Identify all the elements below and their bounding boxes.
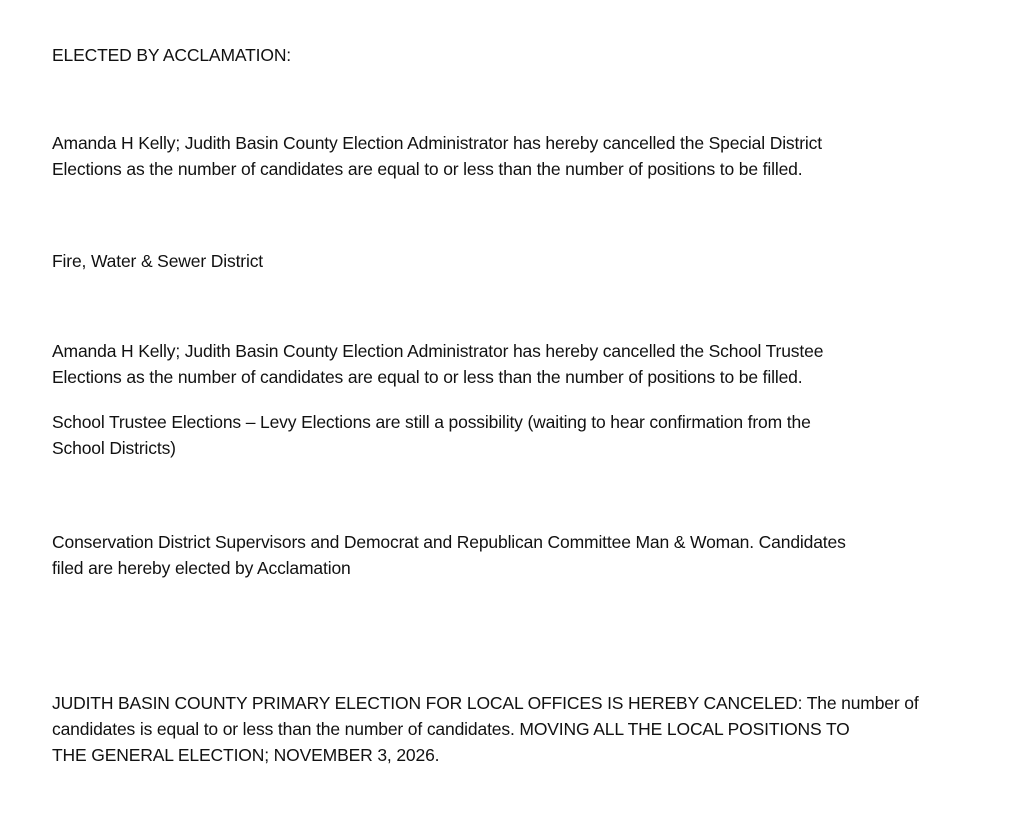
conservation-district-paragraph	[52, 529, 992, 581]
primary-election-canceled-paragraph	[52, 690, 992, 768]
paragraph-line: Amanda H Kelly; Judith Basin County Election Administrator has hereby cancelled the School Trustee	[52, 341, 824, 361]
paragraph-line: Elections as the number of candidates are equal to or less than the number of positions to be filled.	[52, 367, 803, 387]
district-list-paragraph	[52, 248, 992, 274]
paragraph-line: Elections as the number of candidates are equal to or less than the number of positions to be filled.	[52, 159, 803, 179]
paragraph-line: School Trustee Elections – Levy Elections are still a possibility (waiting to hear confirmation from the	[52, 412, 811, 432]
paragraph-line: Conservation District Supervisors and Democrat and Republican Committee Man & Woman. Candidates	[52, 532, 846, 552]
document-heading	[52, 42, 992, 68]
school-trustee-cancellation-paragraph	[52, 338, 992, 390]
special-district-cancellation-paragraph	[52, 130, 992, 182]
paragraph-line: School Districts)	[52, 438, 176, 458]
paragraph-line: candidates is equal to or less than the number of candidates. MOVING ALL THE LOCAL POSITIONS TO	[52, 719, 850, 739]
paragraph-line: Fire, Water & Sewer District	[52, 251, 264, 271]
paragraph-line: Amanda H Kelly; Judith Basin County Election Administrator has hereby cancelled the Special District	[52, 133, 822, 153]
heading-text: ELECTED BY ACCLAMATION:	[52, 45, 292, 65]
paragraph-line: filed are hereby elected by Acclamation	[52, 558, 351, 578]
paragraph-line: THE GENERAL ELECTION; NOVEMBER 3, 2026.	[52, 745, 440, 765]
paragraph-line: JUDITH BASIN COUNTY PRIMARY ELECTION FOR LOCAL OFFICES IS HEREBY CANCELED: The number of	[52, 693, 919, 713]
levy-elections-paragraph	[52, 409, 992, 461]
